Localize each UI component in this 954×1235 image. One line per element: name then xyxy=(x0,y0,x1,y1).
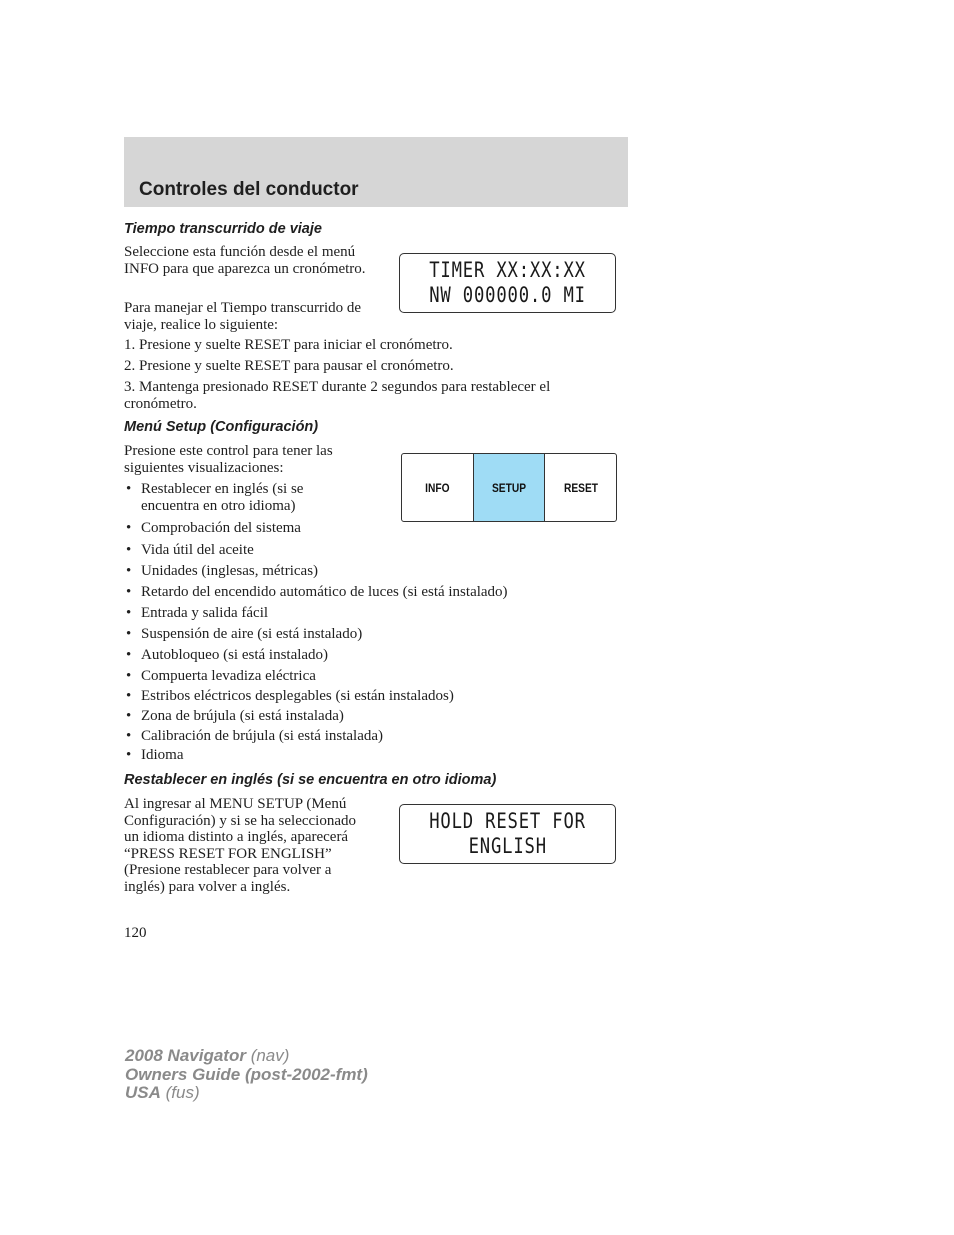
step-2: 2. Presione y suelte RESET para pausar el cronómetro. xyxy=(124,358,454,374)
timer-display xyxy=(399,253,616,313)
setup-menu-intro: Presione este control para tener las siguientes visualizaciones: xyxy=(124,443,333,476)
list-item xyxy=(124,747,624,764)
section-header-band xyxy=(124,137,628,207)
setup-button[interactable] xyxy=(473,454,545,521)
list-item xyxy=(124,728,624,745)
footer-guide: Owners Guide (post-2002-fmt) xyxy=(125,1064,368,1084)
list-item xyxy=(124,520,624,537)
list-item xyxy=(124,626,624,643)
footer-region-code: (fus) xyxy=(165,1083,200,1102)
timer-display-line2: NW 000000.0 MI xyxy=(429,283,586,307)
list-item-text: Comprobación del sistema xyxy=(141,520,301,536)
list-item-text: Unidades (inglesas, métricas) xyxy=(141,563,319,579)
list-item-text: Zona de brújula (si está instalada) xyxy=(141,708,344,724)
info-button[interactable] xyxy=(402,454,473,521)
list-item xyxy=(124,708,624,725)
bullet: • xyxy=(126,605,132,621)
list-item xyxy=(124,668,624,685)
list-item xyxy=(124,647,624,664)
list-item xyxy=(124,542,624,559)
bullet: • xyxy=(126,668,132,684)
footer-line-model xyxy=(125,1047,368,1066)
bullet: • xyxy=(126,520,132,536)
footer-line-region xyxy=(125,1084,368,1103)
english-reset-display xyxy=(399,804,616,864)
bullet: • xyxy=(126,542,132,558)
list-item xyxy=(124,584,624,601)
page-number: 120 xyxy=(124,925,147,941)
reset-english-heading: Restablecer en inglés (si se encuentra en otro idioma) xyxy=(124,772,497,788)
footer-region: USA xyxy=(125,1083,161,1102)
page-title: Controles del conductor xyxy=(139,179,359,200)
bullet: • xyxy=(126,647,132,663)
list-item xyxy=(124,481,354,514)
reset-button[interactable] xyxy=(544,454,616,521)
trip-timer-instructions: Para manejar el Tiempo transcurrido de viaje, realice lo siguiente: xyxy=(124,300,362,333)
footer-line-guide xyxy=(125,1066,368,1085)
list-item-text: Compuerta levadiza eléctrica xyxy=(141,668,316,684)
step-1: 1. Presione y suelte RESET para iniciar el cronómetro. xyxy=(124,337,453,353)
list-item xyxy=(124,688,624,705)
list-item-text: Estribos eléctricos desplegables (si están instalados) xyxy=(141,688,454,704)
list-item-text: Vida útil del aceite xyxy=(141,542,254,558)
list-item-text: Suspensión de aire (si está instalado) xyxy=(141,626,363,642)
footer-model: 2008 Navigator xyxy=(125,1046,246,1065)
english-display-line1: HOLD RESET FOR xyxy=(429,809,586,833)
reset-button-label: RESET xyxy=(563,480,598,495)
step-3: 3. Mantenga presionado RESET durante 2 segundos para restablecer el cronómetro. xyxy=(124,379,551,412)
bullet: • xyxy=(126,584,132,600)
bullet: • xyxy=(126,688,132,704)
bullet: • xyxy=(126,626,132,642)
timer-display-line1: TIMER XX:XX:XX xyxy=(429,258,586,282)
list-item-text: Idioma xyxy=(141,747,184,763)
info-button-label: INFO xyxy=(425,480,450,495)
bullet: • xyxy=(126,708,132,724)
list-item xyxy=(124,605,624,622)
list-item-text: Restablecer en inglés (si se encuentra en otro idioma) xyxy=(141,481,304,514)
reset-english-body: Al ingresar al MENU SETUP (Menú Configuración) y si se ha seleccionado un idioma distinto a inglés, aparecerá “PRESS RESET FOR ENGLISH” (Presione restablecer para volver a inglés) para volver a inglés. xyxy=(124,796,357,895)
control-button-panel xyxy=(401,453,617,522)
footer-model-code: (nav) xyxy=(250,1046,290,1065)
bullet: • xyxy=(126,481,132,497)
bullet: • xyxy=(126,563,132,579)
setup-menu-heading: Menú Setup (Configuración) xyxy=(124,419,319,435)
list-item-text: Autobloqueo (si está instalado) xyxy=(141,647,329,663)
bullet: • xyxy=(126,747,132,763)
bullet: • xyxy=(126,728,132,744)
list-item-text: Retardo del encendido automático de luces (si está instalado) xyxy=(141,584,508,600)
list-item xyxy=(124,563,624,580)
english-display-line2: ENGLISH xyxy=(468,834,547,858)
list-item-text: Calibración de brújula (si está instalada) xyxy=(141,728,383,744)
setup-button-label: SETUP xyxy=(492,480,527,495)
document-footer xyxy=(125,1047,368,1103)
list-item-text: Entrada y salida fácil xyxy=(141,605,269,621)
trip-timer-intro: Seleccione esta función desde el menú INFO para que aparezca un cronómetro. xyxy=(124,244,366,277)
trip-timer-heading: Tiempo transcurrido de viaje xyxy=(124,221,322,237)
